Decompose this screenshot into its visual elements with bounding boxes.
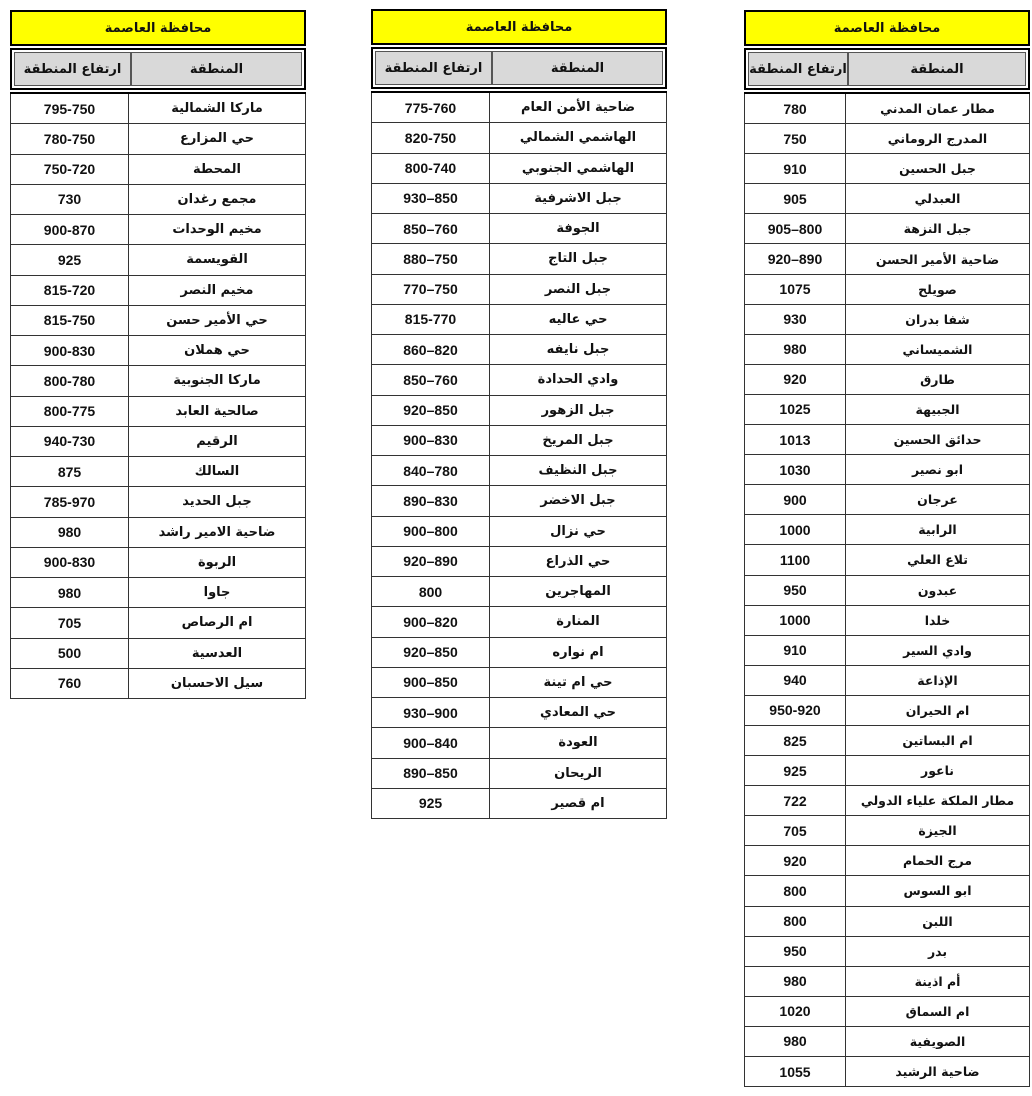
area-cell: جبل النزهة	[903, 221, 972, 237]
table-row	[744, 666, 1030, 696]
altitude-cell: 925	[11, 245, 129, 274]
area-cell: ام السماق	[905, 1003, 970, 1019]
altitude-cell: 750	[745, 124, 846, 153]
area-cell: جبل نايفه	[546, 342, 610, 358]
altitude-cell: 820-750	[372, 123, 490, 152]
area-cell: جبل النظيف	[538, 463, 618, 479]
table-row	[744, 786, 1030, 816]
table-row	[744, 545, 1030, 575]
altitude-cell: 900–840	[372, 728, 490, 757]
area-cell: الشميساني	[902, 341, 973, 357]
table-row	[744, 395, 1030, 425]
area-cell: عبدون	[917, 582, 958, 598]
table-row	[371, 668, 667, 698]
area-cell: المنارة	[556, 614, 600, 630]
altitude-cell: 940-730	[11, 427, 129, 456]
area-cell: العدسية	[191, 645, 243, 661]
table-row	[10, 457, 306, 487]
table-row	[744, 425, 1030, 455]
area-cell: وادي الحدادة	[537, 372, 619, 388]
area-cell: حدائق الحسين	[893, 432, 982, 448]
area-cell: ضاحية الامير راشد	[158, 524, 276, 540]
altitude-cell: 905	[745, 184, 846, 213]
table-row	[10, 397, 306, 427]
table-title: محافظة العاصمة	[744, 10, 1030, 46]
altitude-cell: 780	[745, 94, 846, 123]
area-cell: ناعور	[921, 763, 954, 779]
altitude-cell: 910	[745, 154, 846, 183]
table-row	[744, 515, 1030, 545]
area-cell: حي المزارع	[180, 131, 255, 147]
altitude-cell: 825	[745, 726, 846, 755]
table-row	[371, 728, 667, 758]
altitude-cell: 850–760	[372, 214, 490, 243]
table-row	[371, 486, 667, 516]
table-title: محافظة العاصمة	[371, 9, 667, 45]
table-row	[371, 154, 667, 184]
table-row	[744, 636, 1030, 666]
area-cell: ابو نصير	[911, 462, 964, 478]
altitude-cell: 925	[745, 756, 846, 785]
area-cell: جبل التاج	[548, 251, 608, 267]
area-cell: ابو السوس	[903, 883, 972, 899]
altitude-cell: 980	[745, 967, 846, 996]
table-row	[744, 997, 1030, 1027]
table-row	[371, 123, 667, 153]
table-row	[371, 638, 667, 668]
altitude-cell: 800-740	[372, 154, 490, 183]
area-cell: ام الرصاص	[181, 615, 253, 631]
table-row	[744, 726, 1030, 756]
table-row	[744, 275, 1030, 305]
area-cell: العبدلي	[914, 191, 961, 207]
table-row	[744, 94, 1030, 124]
altitude-cell: 980	[11, 578, 129, 607]
table-row	[371, 456, 667, 486]
altitude-cell: 900-830	[11, 548, 129, 577]
table-row	[10, 608, 306, 638]
table-row	[744, 576, 1030, 606]
altitude-cell: 800-780	[11, 366, 129, 395]
altitude-cell: 770–750	[372, 275, 490, 304]
area-cell: الصويفية	[909, 1033, 966, 1049]
area-cell: الجوفة	[556, 221, 600, 237]
area-cell: شفا بدران	[905, 311, 970, 327]
altitude-cell: 940	[745, 666, 846, 695]
area-cell: ضاحية الأمير الحسن	[875, 251, 1000, 267]
area-cell: السالك	[194, 464, 240, 480]
altitude-cell: 780-750	[11, 124, 129, 153]
table-header	[744, 48, 1030, 90]
area-cell: حي المعادي	[540, 705, 616, 721]
table-row	[371, 577, 667, 607]
altitude-cell: 900-830	[11, 336, 129, 365]
area-cell: تلاع العلي	[907, 552, 968, 568]
table-row	[10, 155, 306, 185]
table-row	[10, 639, 306, 669]
table-row	[744, 124, 1030, 154]
altitude-cell: 775-760	[372, 93, 490, 122]
table-row	[10, 669, 306, 699]
altitude-cell: 1020	[745, 997, 846, 1026]
area-cell: حي الذراع	[545, 553, 611, 569]
table-row	[10, 518, 306, 548]
table-row	[744, 184, 1030, 214]
area-cell: جبل الزهور	[541, 402, 615, 418]
altitude-cell: 950	[745, 576, 846, 605]
table-row	[744, 455, 1030, 485]
altitude-cell: 900–820	[372, 607, 490, 636]
table-row	[371, 335, 667, 365]
altitude-cell: 800	[745, 907, 846, 936]
area-cell: ام نواره	[552, 644, 604, 660]
table-row	[371, 426, 667, 456]
area-cell: الريحان	[554, 765, 602, 781]
table-row	[744, 937, 1030, 967]
altitude-cell: 1000	[745, 515, 846, 544]
table-row	[371, 93, 667, 123]
altitude-cell: 815-720	[11, 276, 129, 305]
altitude-cell: 890–830	[372, 486, 490, 515]
altitude-cell: 795-750	[11, 94, 129, 123]
table-row	[744, 816, 1030, 846]
altitude-cell: 1100	[745, 545, 846, 574]
table-row	[744, 305, 1030, 335]
altitude-cell: 925	[372, 789, 490, 818]
table-row	[371, 396, 667, 426]
area-cell: صالحية العابد	[175, 403, 259, 419]
table-title: محافظة العاصمة	[10, 10, 306, 46]
altitude-cell: 950	[745, 937, 846, 966]
altitude-cell: 930–900	[372, 698, 490, 727]
area-cell: الرابية	[918, 522, 957, 538]
altitude-cell: 760	[11, 669, 129, 698]
area-cell: الهاشمي الجنوبي	[521, 160, 635, 176]
table-row	[744, 876, 1030, 906]
altitude-cell: 1013	[745, 425, 846, 454]
altitude-cell: 730	[11, 185, 129, 214]
area-cell: حي الأمير حسن	[166, 312, 268, 328]
table-row	[371, 759, 667, 789]
altitude-column-header: ارتفاع المنطقة	[748, 52, 848, 86]
table-header	[371, 47, 667, 89]
table-row	[371, 275, 667, 305]
altitude-cell: 920–890	[745, 244, 846, 273]
altitude-cell: 900–850	[372, 668, 490, 697]
area-cell: جاوا	[203, 585, 231, 601]
table-row	[744, 365, 1030, 395]
area-cell: اللبن	[922, 913, 953, 929]
table-row	[371, 789, 667, 819]
area-cell: مجمع رغدان	[177, 191, 257, 207]
area-cell: جبل النصر	[544, 281, 612, 297]
table-row	[10, 487, 306, 517]
table-row	[10, 276, 306, 306]
area-cell: الربوة	[197, 554, 237, 570]
area-cell: القويسمة	[186, 252, 248, 268]
table-row	[744, 154, 1030, 184]
altitude-column-header: ارتفاع المنطقة	[375, 51, 492, 85]
altitude-column-header: ارتفاع المنطقة	[14, 52, 131, 86]
table-body	[744, 92, 1030, 1087]
table-row	[371, 184, 667, 214]
area-cell: الجيزة	[918, 823, 957, 839]
altitude-cell: 880–750	[372, 244, 490, 273]
area-cell: ام الحيران	[905, 702, 970, 718]
altitude-cell: 722	[745, 786, 846, 815]
altitude-cell: 930	[745, 305, 846, 334]
altitude-cell: 860–820	[372, 335, 490, 364]
table-row	[744, 696, 1030, 726]
table-row	[371, 244, 667, 274]
table-row	[10, 94, 306, 124]
area-cell: الجبيهة	[915, 401, 960, 417]
area-cell: جبل الاشرفية	[534, 190, 622, 206]
altitude-cell: 980	[745, 335, 846, 364]
altitude-cell: 840–780	[372, 456, 490, 485]
table-row	[10, 336, 306, 366]
area-cell: جبل المريخ	[542, 432, 614, 448]
area-cell: العودة	[558, 735, 598, 751]
table-row	[371, 698, 667, 728]
altitude-cell: 890–850	[372, 759, 490, 788]
altitude-cell: 750-720	[11, 155, 129, 184]
altitude-cell: 910	[745, 636, 846, 665]
area-cell: ماركا الجنوبية	[173, 373, 261, 389]
altitude-cell: 920	[745, 846, 846, 875]
altitude-cell: 920–890	[372, 547, 490, 576]
altitude-cell: 875	[11, 457, 129, 486]
table-row	[371, 305, 667, 335]
table-row	[744, 485, 1030, 515]
area-cell: جبل الاخضر	[540, 493, 616, 509]
area-cell: صويلح	[918, 281, 957, 297]
area-cell: وادي السير	[903, 642, 972, 658]
table-row	[744, 1027, 1030, 1057]
table-row	[10, 366, 306, 396]
altitude-cell: 920–850	[372, 396, 490, 425]
altitude-cell: 900–800	[372, 517, 490, 546]
altitude-cell: 980	[11, 518, 129, 547]
area-cell: مخيم النصر	[180, 282, 254, 298]
table-row	[744, 907, 1030, 937]
table-row	[744, 967, 1030, 997]
table-body	[10, 92, 306, 699]
area-cell: بدر	[927, 943, 948, 959]
area-column-header: المنطقة	[848, 52, 1026, 86]
area-cell: ام البساتين	[902, 733, 973, 749]
area-column-header: المنطقة	[131, 52, 302, 86]
table-row	[10, 245, 306, 275]
table-header	[10, 48, 306, 90]
altitude-cell: 1055	[745, 1057, 846, 1086]
table-row	[744, 606, 1030, 636]
table-body	[371, 91, 667, 819]
altitude-cell: 1025	[745, 395, 846, 424]
area-cell: الهاشمي الشمالي	[519, 130, 637, 146]
table-row	[744, 214, 1030, 244]
table-row	[371, 547, 667, 577]
area-cell: ضاحية الرشيد	[895, 1064, 980, 1080]
area-column-header: المنطقة	[492, 51, 663, 85]
altitude-cell: 980	[745, 1027, 846, 1056]
area-cell: مطار الملكة علياء الدولي	[860, 793, 1015, 809]
altitude-cell: 815-770	[372, 305, 490, 334]
table-row	[10, 185, 306, 215]
altitude-cell: 705	[745, 816, 846, 845]
altitude-cell: 705	[11, 608, 129, 637]
area-cell: سيل الاحسبان	[170, 675, 264, 691]
altitude-cell: 500	[11, 639, 129, 668]
altitude-cell: 920–850	[372, 638, 490, 667]
table-row	[744, 1057, 1030, 1087]
table-row	[10, 306, 306, 336]
area-cell: الرقيم	[196, 433, 238, 449]
altitude-cell: 1000	[745, 606, 846, 635]
altitude-cell: 800	[745, 876, 846, 905]
altitude-cell: 900–830	[372, 426, 490, 455]
area-cell: مرج الحمام	[902, 853, 973, 869]
area-cell: جبل الحسين	[899, 161, 976, 177]
table-row	[371, 517, 667, 547]
area-cell: المهاجرين	[545, 584, 611, 600]
area-cell: مخيم الوحدات	[172, 222, 262, 238]
table-row	[744, 756, 1030, 786]
area-cell: أم اذينة	[914, 973, 961, 989]
table-row	[744, 335, 1030, 365]
area-cell: حي عاليه	[548, 311, 608, 327]
area-cell: عرجان	[917, 492, 958, 508]
altitude-cell: 950-920	[745, 696, 846, 725]
area-cell: الإذاعة	[917, 672, 958, 688]
area-cell: المحطة	[193, 161, 241, 177]
altitude-cell: 850–760	[372, 365, 490, 394]
table-row	[10, 215, 306, 245]
table-row	[744, 846, 1030, 876]
altitude-cell: 800-775	[11, 397, 129, 426]
altitude-cell: 900-870	[11, 215, 129, 244]
altitude-cell: 920	[745, 365, 846, 394]
table-row	[10, 578, 306, 608]
table-row	[10, 548, 306, 578]
altitude-cell: 900	[745, 485, 846, 514]
altitude-cell: 1030	[745, 455, 846, 484]
altitude-cell: 815-750	[11, 306, 129, 335]
area-cell: جبل الحديد	[182, 494, 252, 510]
table-row	[744, 244, 1030, 274]
altitude-cell: 800	[372, 577, 490, 606]
altitude-cell: 1075	[745, 275, 846, 304]
table-row	[371, 607, 667, 637]
table-row	[371, 365, 667, 395]
altitude-cell: 785-970	[11, 487, 129, 516]
area-cell: ضاحية الأمن العام	[520, 100, 636, 116]
area-cell: طارق	[920, 371, 955, 387]
table-row	[10, 124, 306, 154]
area-cell: حي نزال	[550, 523, 606, 539]
area-cell: ام قصير	[551, 795, 605, 811]
table-row	[371, 214, 667, 244]
area-cell: حي هملان	[184, 343, 250, 359]
area-cell: حي ام تينة	[543, 674, 613, 690]
area-cell: مطار عمان المدني	[880, 101, 995, 117]
altitude-cell: 930–850	[372, 184, 490, 213]
table-row	[10, 427, 306, 457]
area-cell: ماركا الشمالية	[171, 101, 263, 117]
altitude-cell: 905–800	[745, 214, 846, 243]
area-cell: المدرج الروماني	[887, 131, 988, 147]
area-cell: خلدا	[924, 612, 951, 628]
